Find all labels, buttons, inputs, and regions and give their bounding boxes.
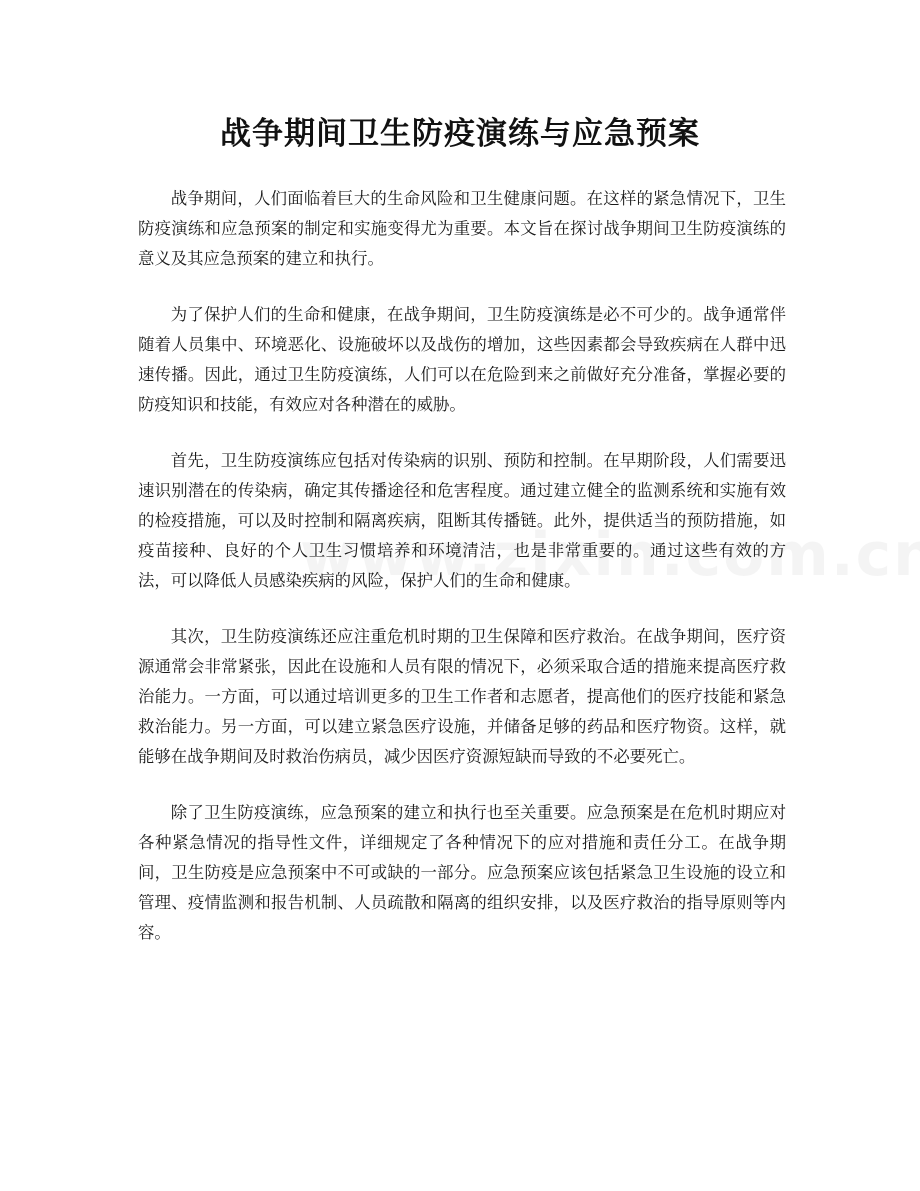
paragraph-disease-control: 首先，卫生防疫演练应包括对传染病的识别、预防和控制。在早期阶段，人们需要迅速识别潜在的传染病，确定其传播途径和危害程度。通过建立健全的监测系统和实施有效的检疫措施，可以及时控制和隔离疾病，阻断其传播链。此外，提供适当的预防措施，如疫苗接种、良好的个人卫生习惯培养和环境清洁，也是非常重要的。通过这些有效的方法，可以降低人员感染疾病的风险，保护人们的生命和健康。 [138,451,786,590]
paragraph-intro: 战争期间，人们面临着巨大的生命风险和卫生健康问题。在这样的紧急情况下，卫生防疫演练和应急预案的制定和实施变得尤为重要。本文旨在探讨战争期间卫生防疫演练的意义及其应急预案的建立和执行。 [138,189,786,268]
paragraph-emergency-plan: 除了卫生防疫演练，应急预案的建立和执行也至关重要。应急预案是在危机时期应对各种紧急情况的指导性文件，详细规定了各种情况下的应对措施和责任分工。在战争期间，卫生防疫是应急预案中不可或缺的一部分。应急预案应该包括紧急卫生设施的设立和管理、疫情监测和报告机制、人员疏散和隔离的组织安排，以及医疗救治的指导原则等内容。 [138,803,786,942]
document-title: 战争期间卫生防疫演练与应急预案 [220,116,700,152]
document-body [138,184,786,974]
paragraph-medical-rescue: 其次，卫生防疫演练还应注重危机时期的卫生保障和医疗救治。在战争期间，医疗资源通常会非常紧张，因此在设施和人员有限的情况下，必须采取合适的措施来提高医疗救治能力。一方面，可以通过培训更多的卫生工作者和志愿者，提高他们的医疗技能和紧急救治能力。另一方面，可以建立紧急医疗设施，并储备足够的药品和医疗物资。这样，就能够在战争期间及时救治伤病员，减少因医疗资源短缺而导致的不必要死亡。 [138,627,786,766]
paragraph-importance: 为了保护人们的生命和健康，在战争期间，卫生防疫演练是必不可少的。战争通常伴随着人员集中、环境恶化、设施破坏以及战伤的增加，这些因素都会导致疾病在人群中迅速传播。因此，通过卫生防疫演练，人们可以在危险到来之前做好充分准备，掌握必要的防疫知识和技能，有效应对各种潜在的威胁。 [138,305,786,414]
